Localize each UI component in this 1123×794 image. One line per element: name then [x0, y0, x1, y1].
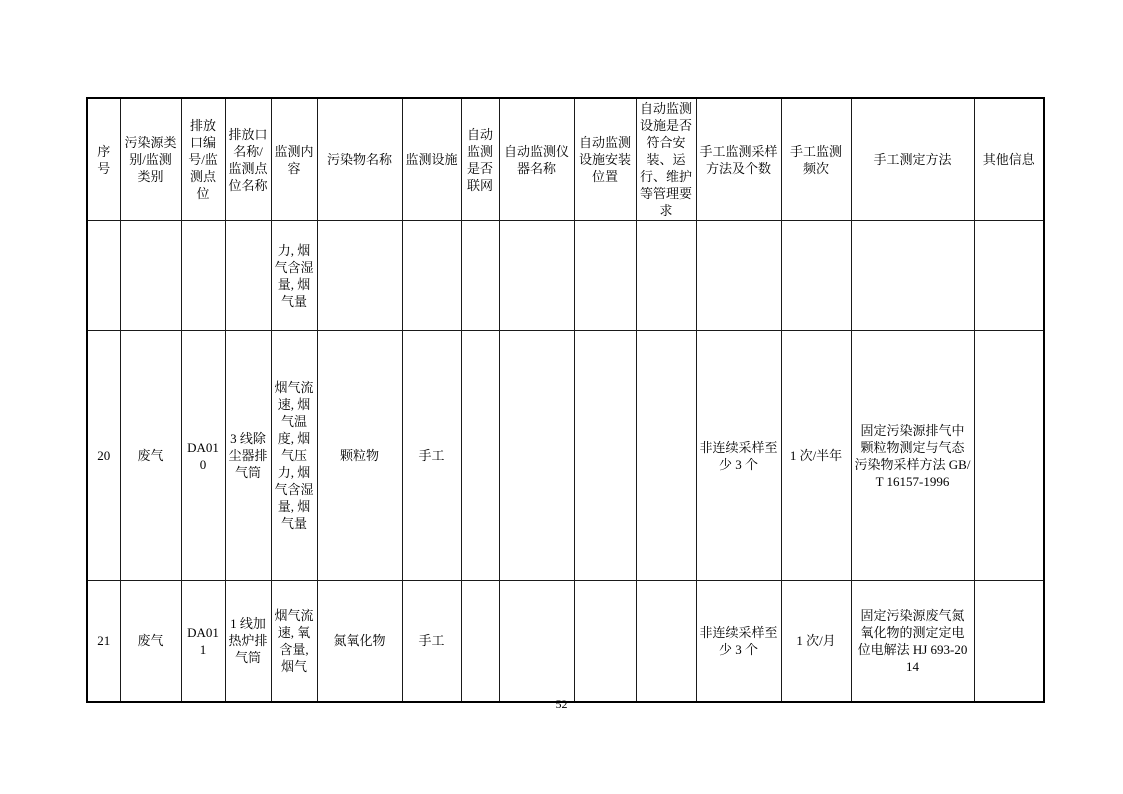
table-cell — [636, 581, 696, 702]
table-row-continuation — [87, 221, 1044, 331]
table-cell — [499, 581, 574, 702]
table-cell: 固定污染源废气氮氧化物的测定定电位电解法 HJ 693-2014 — [851, 581, 974, 702]
table-cell: 1 线加热炉排气筒 — [225, 581, 271, 702]
table-row-20 — [87, 331, 1044, 581]
table-cell: 废气 — [120, 581, 181, 702]
table-cell — [87, 221, 120, 331]
table-cell: 固定污染源排气中颗粒物测定与气态污染物采样方法 GB/T 16157-1996 — [851, 331, 974, 581]
table-cell: 21 — [87, 581, 120, 702]
header-auto-instrument-name: 自动监测仪器名称 — [499, 98, 574, 221]
table-cell: DA010 — [181, 331, 225, 581]
table-cell — [461, 221, 499, 331]
table-cell: 氮氧化物 — [317, 581, 402, 702]
header-monitoring-content: 监测内容 — [271, 98, 317, 221]
table-cell: 20 — [87, 331, 120, 581]
table-row-21 — [87, 581, 1044, 702]
table-cell — [499, 331, 574, 581]
table-cell — [181, 221, 225, 331]
table-cell — [574, 221, 636, 331]
header-outlet-name: 排放口名称/监测点位名称 — [225, 98, 271, 221]
table-cell: DA011 — [181, 581, 225, 702]
table-cell — [636, 221, 696, 331]
header-serial-number: 序号 — [87, 98, 120, 221]
header-manual-test-method: 手工测定方法 — [851, 98, 974, 221]
table-cell — [974, 221, 1044, 331]
table-cell — [851, 221, 974, 331]
header-auto-monitor-networked: 自动监测是否联网 — [461, 98, 499, 221]
table-cell: 废气 — [120, 331, 181, 581]
table-cell — [974, 581, 1044, 702]
table-cell — [225, 221, 271, 331]
table-cell: 手工 — [402, 331, 461, 581]
header-pollution-source-type: 污染源类别/监测类别 — [120, 98, 181, 221]
table-cell: 非连续采样至少 3 个 — [696, 331, 781, 581]
table-cell: 非连续采样至少 3 个 — [696, 581, 781, 702]
table-cell: 1 次/半年 — [781, 331, 851, 581]
table-cell — [499, 221, 574, 331]
table-cell — [317, 221, 402, 331]
table-cell: 3 线除尘器排气筒 — [225, 331, 271, 581]
table-cell — [781, 221, 851, 331]
table-cell — [696, 221, 781, 331]
table-cell: 力, 烟气含湿量, 烟气量 — [271, 221, 317, 331]
table-cell — [574, 331, 636, 581]
table-cell: 1 次/月 — [781, 581, 851, 702]
table-cell — [461, 331, 499, 581]
self-monitoring-table — [86, 97, 1045, 703]
header-pollutant-name: 污染物名称 — [317, 98, 402, 221]
table-cell — [574, 581, 636, 702]
table-cell — [120, 221, 181, 331]
table-cell — [461, 581, 499, 702]
table-cell — [402, 221, 461, 331]
header-monitoring-facility: 监测设施 — [402, 98, 461, 221]
page-number: 52 — [555, 697, 568, 711]
table-cell: 烟气流速, 氧含量, 烟气 — [271, 581, 317, 702]
header-outlet-code: 排放口编号/监测点位 — [181, 98, 225, 221]
header-manual-frequency: 手工监测频次 — [781, 98, 851, 221]
table-cell — [974, 331, 1044, 581]
table-cell — [636, 331, 696, 581]
table-cell: 烟气流速, 烟气温度, 烟气压力, 烟气含湿量, 烟气量 — [271, 331, 317, 581]
table-cell: 手工 — [402, 581, 461, 702]
header-other-info: 其他信息 — [974, 98, 1044, 221]
header-row — [87, 98, 1044, 221]
header-auto-install-location: 自动监测设施安装位置 — [574, 98, 636, 221]
table-cell: 颗粒物 — [317, 331, 402, 581]
header-manual-sampling-method: 手工监测采样方法及个数 — [696, 98, 781, 221]
header-auto-compliance: 自动监测设施是否符合安装、运行、维护等管理要求 — [636, 98, 696, 221]
